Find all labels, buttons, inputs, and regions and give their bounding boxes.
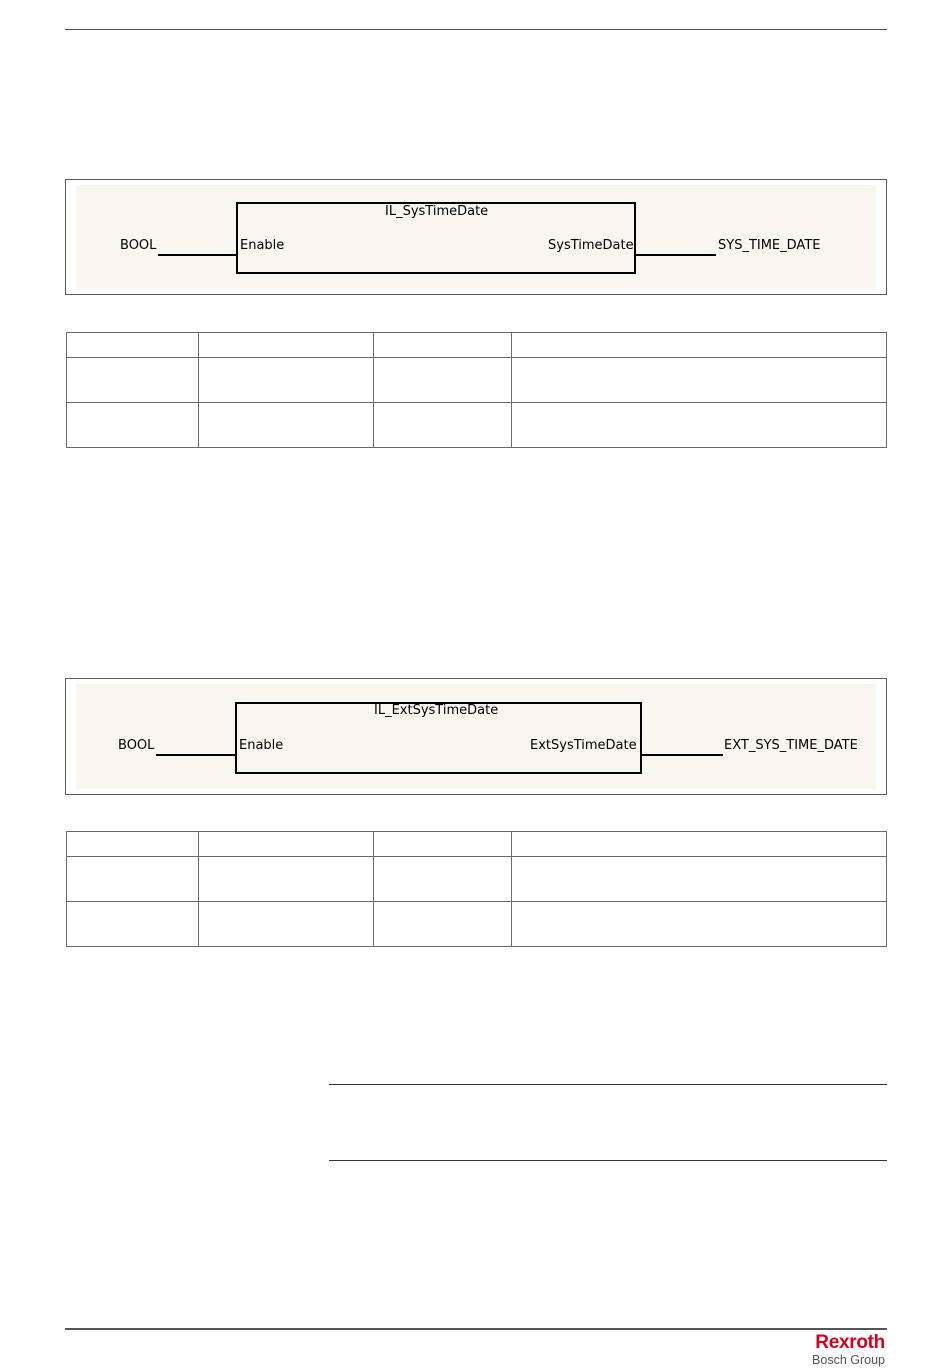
table-row — [67, 857, 887, 902]
output-pin-label: ExtSysTimeDate — [530, 738, 637, 753]
table-row — [67, 358, 887, 403]
logo-brand: Rexroth — [815, 1332, 885, 1353]
parameter-table-1 — [66, 332, 887, 448]
input-wire — [156, 754, 236, 756]
function-block-diagram-1 — [65, 179, 887, 295]
rexroth-logo — [812, 1333, 885, 1367]
input-pin-label: Enable — [239, 738, 284, 753]
footer-rule — [65, 1328, 887, 1330]
output-wire — [641, 754, 723, 756]
table-header-row — [67, 832, 887, 857]
output-wire — [635, 254, 716, 256]
input-type-label: BOOL — [120, 238, 157, 253]
input-wire — [158, 254, 237, 256]
input-type-label: BOOL — [118, 738, 155, 753]
output-type-label: EXT_SYS_TIME_DATE — [724, 738, 858, 753]
parameter-table-2 — [66, 831, 887, 947]
note-top-rule — [329, 1084, 887, 1085]
output-pin-label: SysTimeDate — [548, 238, 634, 253]
block-name: IL_ExtSysTimeDate — [374, 703, 499, 718]
table-row — [67, 902, 887, 947]
logo-group: Bosch Group — [812, 1353, 885, 1367]
input-pin-label: Enable — [240, 238, 285, 253]
header-rule — [65, 29, 887, 30]
table-row — [67, 403, 887, 448]
table-header-row — [67, 333, 887, 358]
note-bottom-rule — [329, 1160, 887, 1161]
output-type-label: SYS_TIME_DATE — [718, 238, 821, 253]
function-block-diagram-2 — [65, 678, 887, 795]
block-name: IL_SysTimeDate — [385, 204, 489, 219]
